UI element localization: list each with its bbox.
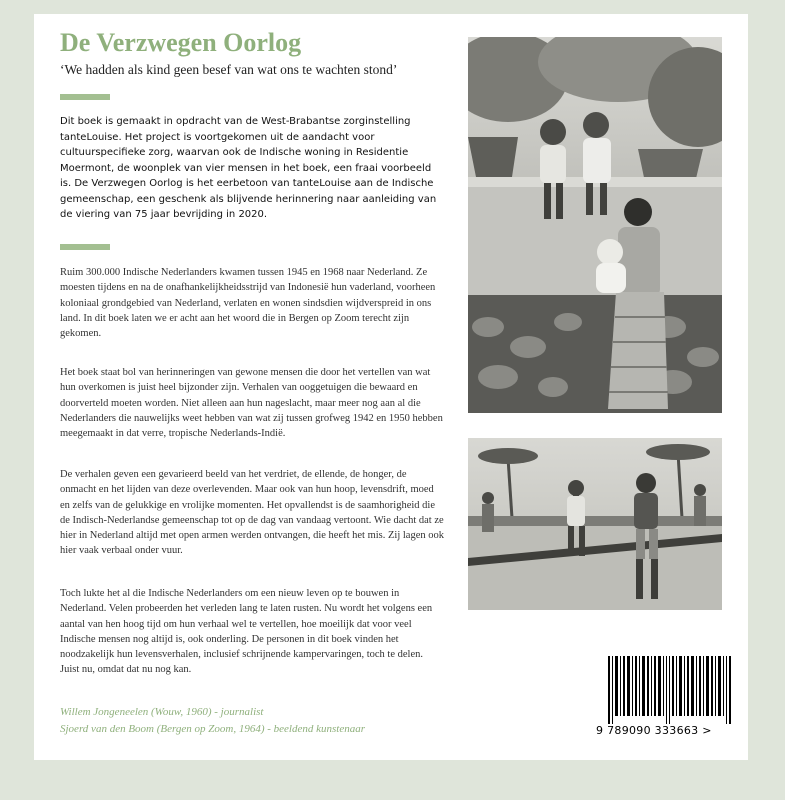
family-photo: [468, 37, 722, 413]
children-playing-photo: [468, 438, 722, 610]
body-paragraph-4: Toch lukte het al die Indische Nederlanders om een nieuw leven op te bouwen in Nederland. Velen probeerden het verleden lang te laten rusten. Nu wordt het volgens een aantal van hen hoog tijd om hun verhaal wel te vertellen, hoe moeilijk dat voor veel Indische mensen nog altijd is, ook onderling. De personen in dit boek vinden het noodzakelijk hun levensverhalen, inclusief schrijnende kampervaringen, toch te delen. Juist nu, omdat dat nu nog kan.: [60, 588, 433, 676]
credits: [60, 704, 460, 737]
book-title: De Verzwegen Oorlog: [60, 28, 302, 57]
intro-paragraph: Dit boek is gemaakt in opdracht van de West-Brabantse zorginstelling tanteLouise. Het project is voortgekomen uit de aandacht voor cultuurspecifieke zorg, waarvan ook de Indische woning in Residentie Moermont, de woonplek van vier mensen in het boek, een fraai voorbeeld is. De Verzwegen Oorlog is het eerbetoon van tanteLouise aan de Indische gemeenschap, een geschenk als blijvende herinnering naar aanleiding van de viering van 75 jaar bevrijding in 2020.: [60, 116, 437, 220]
body-paragraph-3: De verhalen geven een gevarieerd beeld van het verdriet, de ellende, de honger, de onmacht en het lijden van deze overlevenden. Maar ook van hun hoop, levensdrift, moed en zelfs van de gelukkige en vrolijke momenten. Het opvallendst is de saamhorigheid die de Indisch-Nederlandse gemeenschap tot op de dag van vandaag vertoont. Wie dacht dat ze hier in Nederland altijd met open armen werden ontvangen, die heeft het mis. Zij lagen ook hier vaak verbaal onder vuur.: [60, 469, 444, 557]
divider-rule-top: [60, 94, 110, 100]
credit-author: Willem Jongeneelen (Wouw, 1960) - journalist: [60, 706, 264, 718]
body-paragraph-2: Het boek staat bol van herinneringen van gewone mensen die door het vertellen van wat hun overkomen is juist heel bijzonder zijn. Verhalen van ooggetuigen die bewaard en doorverteld moeten worden. Niet alleen aan hun nageslacht, maar meer nog aan al die Nederlanders die nauwelijks weet hebben van wat zij tussen grofweg 1942 en 1950 hebben meegemaakt in dat verre, tropische Nederlands-Indië.: [60, 367, 443, 440]
credit-artist: Sjoerd van den Boom (Bergen op Zoom, 1964) - beeldend kunstenaar: [60, 722, 365, 735]
body-paragraph-1: Ruim 300.000 Indische Nederlanders kwamen tussen 1945 en 1968 naar Nederland. Ze moesten tijdens en na de onafhankelijkheidsstrijd van Indonesië hun vaderland, voorheen koloniaal grondgebied van Nederland, verlaten en wonen sindsdien wijdverspreid in ons land. In dit boek laten we er acht aan het woord die in Bergen op Zoom terecht zijn gekomen.: [60, 267, 436, 340]
isbn-number: 9 789090 333663 >: [596, 724, 712, 737]
book-subtitle: ‘We hadden als kind geen besef van wat ons te wachten stond’: [60, 62, 398, 77]
back-cover: [34, 14, 748, 760]
isbn-barcode: [608, 656, 732, 724]
divider-rule-middle: [60, 244, 110, 250]
